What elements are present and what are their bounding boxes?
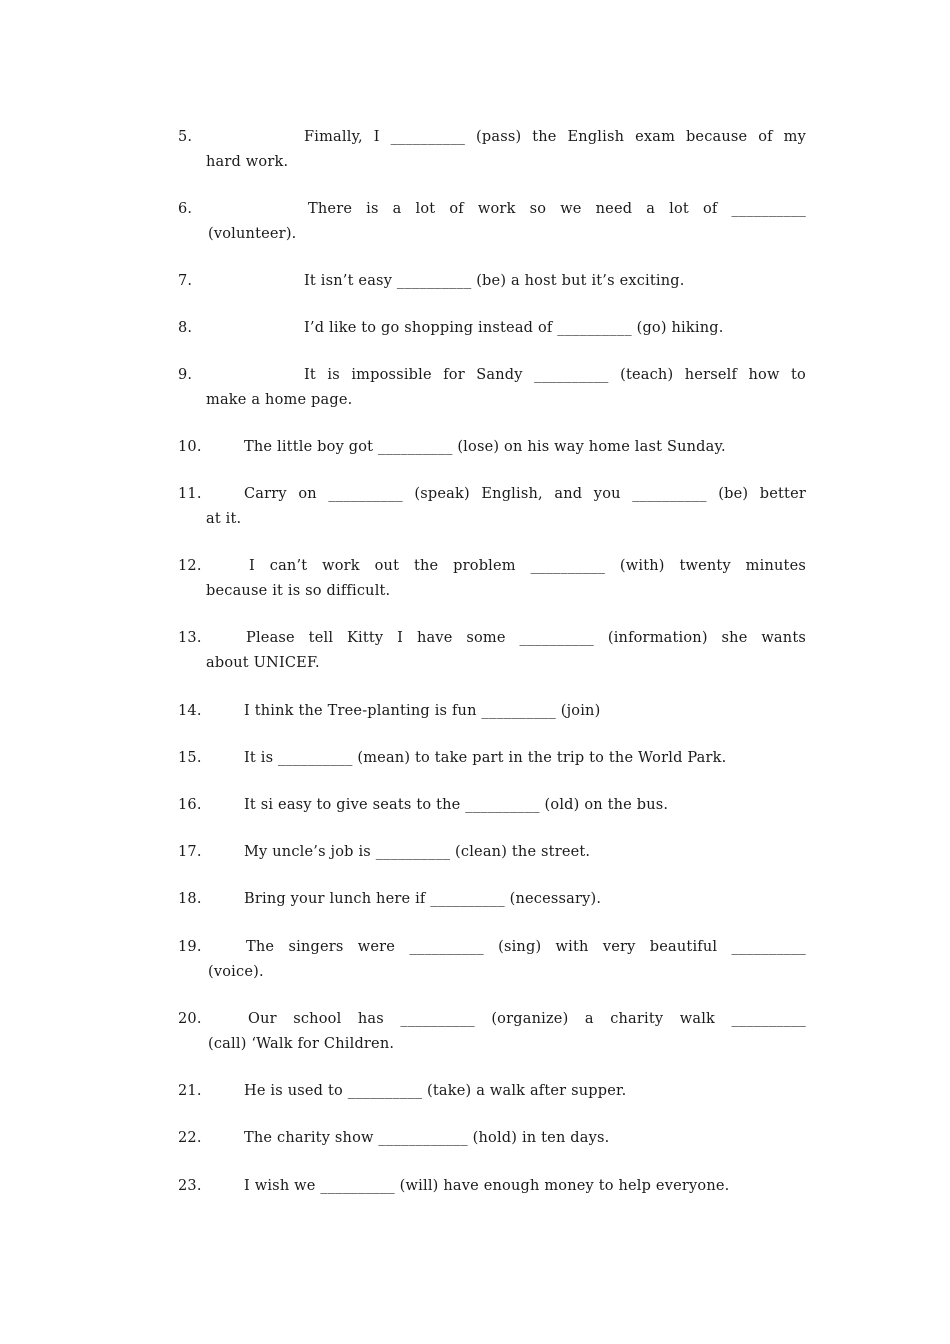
question-item: [178, 746, 806, 771]
question-item: [178, 482, 806, 532]
question-number: 23.: [178, 1178, 202, 1194]
question-text: It si easy to give seats to the __________ (old) on the bus.: [244, 797, 669, 813]
question-item: [178, 1007, 806, 1057]
question-item: [178, 840, 806, 865]
question-text: The charity show ____________ (hold) in ten days.: [244, 1130, 610, 1146]
question-item: [178, 363, 806, 413]
question-text-continued: (volunteer).: [208, 226, 297, 242]
question-item: [178, 435, 806, 460]
question-item: [178, 935, 806, 985]
question-number: 5.: [178, 129, 193, 145]
question-number: 13.: [178, 630, 202, 646]
question-number: 12.: [178, 558, 202, 574]
question-number: 10.: [178, 439, 202, 455]
question-text: Our school has __________ (organize) a charity walk __________: [248, 1011, 806, 1027]
question-text-continued: at it.: [206, 511, 242, 527]
question-number: 16.: [178, 797, 202, 813]
question-number: 21.: [178, 1083, 202, 1099]
question-item: [178, 269, 806, 294]
question-number: 18.: [178, 891, 202, 907]
question-text: It is impossible for Sandy __________ (teach) herself how to: [304, 367, 806, 383]
question-item: [178, 626, 806, 676]
question-number: 15.: [178, 750, 202, 766]
question-text-continued: make a home page.: [206, 392, 353, 408]
question-number: 19.: [178, 939, 202, 955]
question-item: [178, 316, 806, 341]
question-number: 6.: [178, 201, 193, 217]
question-text: Bring your lunch here if __________ (necessary).: [244, 891, 602, 907]
question-text: My uncle’s job is __________ (clean) the street.: [244, 844, 591, 860]
question-number: 9.: [178, 367, 193, 383]
question-item: [178, 1174, 806, 1199]
question-text: I’d like to go shopping instead of __________ (go) hiking.: [304, 320, 724, 336]
question-item: [178, 125, 806, 175]
question-text-continued: because it is so difficult.: [206, 583, 391, 599]
question-number: 22.: [178, 1130, 202, 1146]
question-item: [178, 699, 806, 724]
question-item: [178, 1126, 806, 1151]
question-text: I think the Tree-planting is fun __________ (join): [244, 703, 601, 719]
question-text: It isn’t easy __________ (be) a host but it’s exciting.: [304, 273, 685, 289]
question-text-continued: (call) ‘Walk for Children.: [208, 1036, 395, 1052]
question-text: I wish we __________ (will) have enough money to help everyone.: [244, 1178, 730, 1194]
question-text: I can’t work out the problem __________ (with) twenty minutes: [249, 558, 806, 574]
question-item: [178, 793, 806, 818]
question-item: [178, 887, 806, 912]
question-text-continued: about UNICEF.: [206, 655, 320, 671]
question-number: 8.: [178, 320, 193, 336]
question-text: Please tell Kitty I have some __________ (information) she wants: [246, 630, 806, 646]
question-number: 17.: [178, 844, 202, 860]
question-item: [178, 554, 806, 604]
question-text: It is __________ (mean) to take part in the trip to the World Park.: [244, 750, 727, 766]
question-text: Carry on __________ (speak) English, and you __________ (be) better: [244, 486, 806, 502]
question-text: He is used to __________ (take) a walk after supper.: [244, 1083, 627, 1099]
question-text: The singers were __________ (sing) with very beautiful __________: [246, 939, 806, 955]
question-number: 11.: [178, 486, 202, 502]
question-number: 20.: [178, 1011, 202, 1027]
question-number: 14.: [178, 703, 202, 719]
question-number: 7.: [178, 273, 193, 289]
question-text: Fimally, I __________ (pass) the English exam because of my: [304, 129, 806, 145]
question-item: [178, 197, 806, 247]
question-item: [178, 1079, 806, 1104]
question-text: There is a lot of work so we need a lot of __________: [308, 201, 806, 217]
question-text-continued: hard work.: [206, 154, 289, 170]
question-text: The little boy got __________ (lose) on his way home last Sunday.: [244, 439, 726, 455]
question-text-continued: (voice).: [208, 964, 264, 980]
